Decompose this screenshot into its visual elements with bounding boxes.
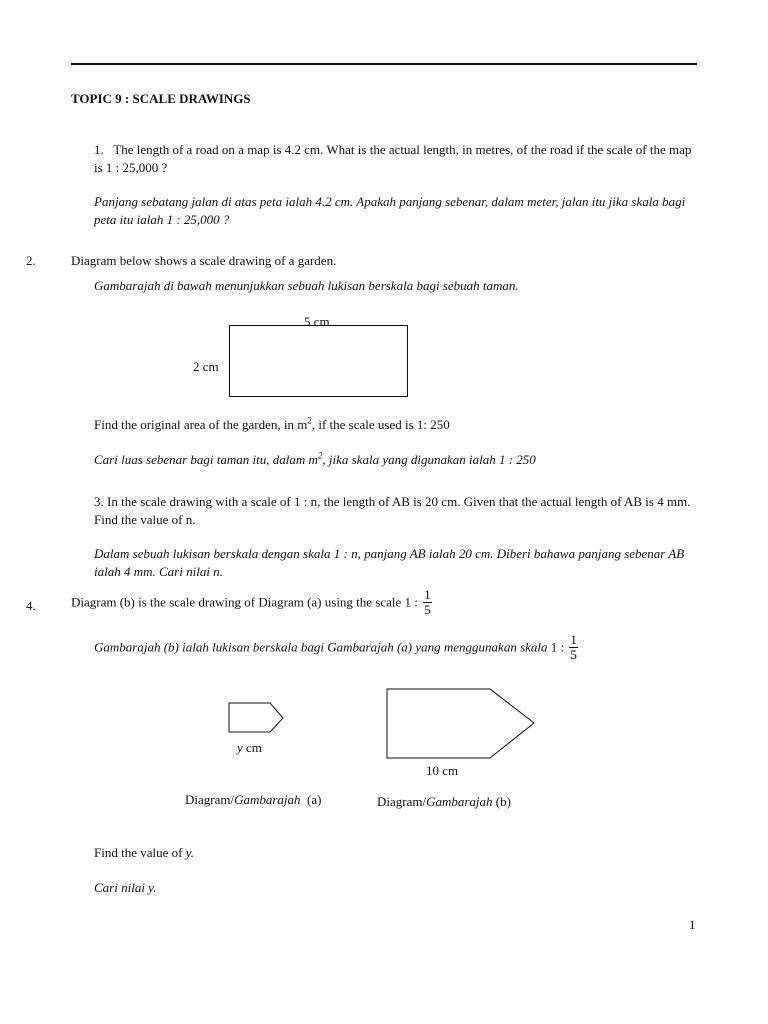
question-4-malay: [94, 633, 578, 662]
diagram-b-caption: [377, 793, 511, 811]
question-4-find-english: [94, 844, 194, 862]
unit: cm: [242, 740, 262, 755]
superscript: 2: [317, 450, 323, 461]
fraction-denominator: 5: [424, 602, 431, 617]
page-title: TOPIC 9 : SCALE DRAWINGS: [71, 91, 251, 106]
question-2-find-english: [94, 416, 450, 434]
page-number: 1: [689, 917, 696, 932]
question-3-malay: Dalam sebuah lukisan berskala dengan skala 1 : n, panjang AB ialah 20 cm. Diberi bahawa panjang sebenar AB ialah 4 mm. Cari nilai n.: [94, 546, 685, 579]
variable-y: y: [237, 740, 243, 755]
superscript: 2: [307, 415, 312, 426]
find-variable: y.: [185, 845, 195, 860]
diagram-b-shape: [386, 688, 538, 760]
scale-fraction: [423, 588, 432, 617]
question-4-text: Diagram (b) is the scale drawing of Diagram (a) using the scale 1 :: [71, 594, 418, 610]
caption-suffix: (b): [492, 794, 511, 809]
caption-suffix: (a): [300, 792, 322, 807]
caption-italic: Gambarajah: [426, 794, 493, 809]
caption-italic: Gambarajah: [234, 792, 301, 807]
caption-prefix: Diagram/: [185, 792, 235, 807]
question-2-number: 2.: [26, 253, 36, 268]
find-text: Cari luas sebenar bagi taman itu, dalam m: [94, 452, 318, 467]
find-text: Find the original area of the garden, in m: [94, 417, 308, 432]
question-2-malay: Gambarajah di bawah menunjukkan sebuah lukisan berskala bagi sebuah taman.: [94, 278, 519, 293]
question-2-find-malay: [94, 451, 536, 469]
diagram-b-label: 10 cm: [426, 763, 459, 778]
question-2-english: Diagram below shows a scale drawing of a garden.: [71, 253, 337, 268]
question-3-english: 3. In the scale drawing with a scale of 1 : n, the length of AB is 20 cm. Given that the actual length of AB is 4 mm. Find the value of n.: [94, 494, 691, 527]
question-4-english: [71, 588, 432, 617]
fraction-denominator: 5: [570, 647, 577, 662]
find-text-tail: , jika skala yang digunakan ialah 1 : 250: [322, 452, 536, 467]
question-1-number: 1.: [94, 142, 104, 157]
diagram-a-caption: [185, 791, 321, 809]
question-1-malay: Panjang sebatang jalan di atas peta ialah 4.2 cm. Apakah panjang sebenar, dalam meter, jalan itu jika skala bagi peta itu ialah 1 : 25,000 ?: [94, 194, 686, 227]
garden-rectangle: [229, 325, 408, 397]
question-4-malay-text: Gambarajah (b) ialah lukisan berskala bagi Gambarajah (a) yang menggunakan skala: [94, 639, 548, 655]
find-text: Find the value of: [94, 845, 186, 860]
find-text-tail: , if the scale used is 1: 250: [311, 417, 450, 432]
garden-width-label: 5 cm: [304, 314, 330, 329]
caption-prefix: Diagram/: [377, 794, 427, 809]
question-1-text: The length of a road on a map is 4.2 cm. What is the actual length, in metres, of the road if the scale of the map is 1 : 25,000 ?: [94, 142, 692, 175]
scale-fraction-malay: [569, 633, 578, 662]
question-1-english: [94, 141, 694, 177]
fraction-numerator: 1: [424, 587, 431, 602]
garden-height-label: 2 cm: [193, 359, 219, 374]
diagram-a-label: [237, 739, 262, 757]
scale-prefix: 1 :: [550, 639, 565, 655]
header-rule: [71, 63, 697, 65]
question-4-number: 4.: [26, 598, 36, 613]
diagram-a-shape: [228, 702, 286, 734]
question-4-find-malay: Cari nilai y.: [94, 880, 157, 895]
fraction-numerator: 1: [570, 632, 577, 647]
